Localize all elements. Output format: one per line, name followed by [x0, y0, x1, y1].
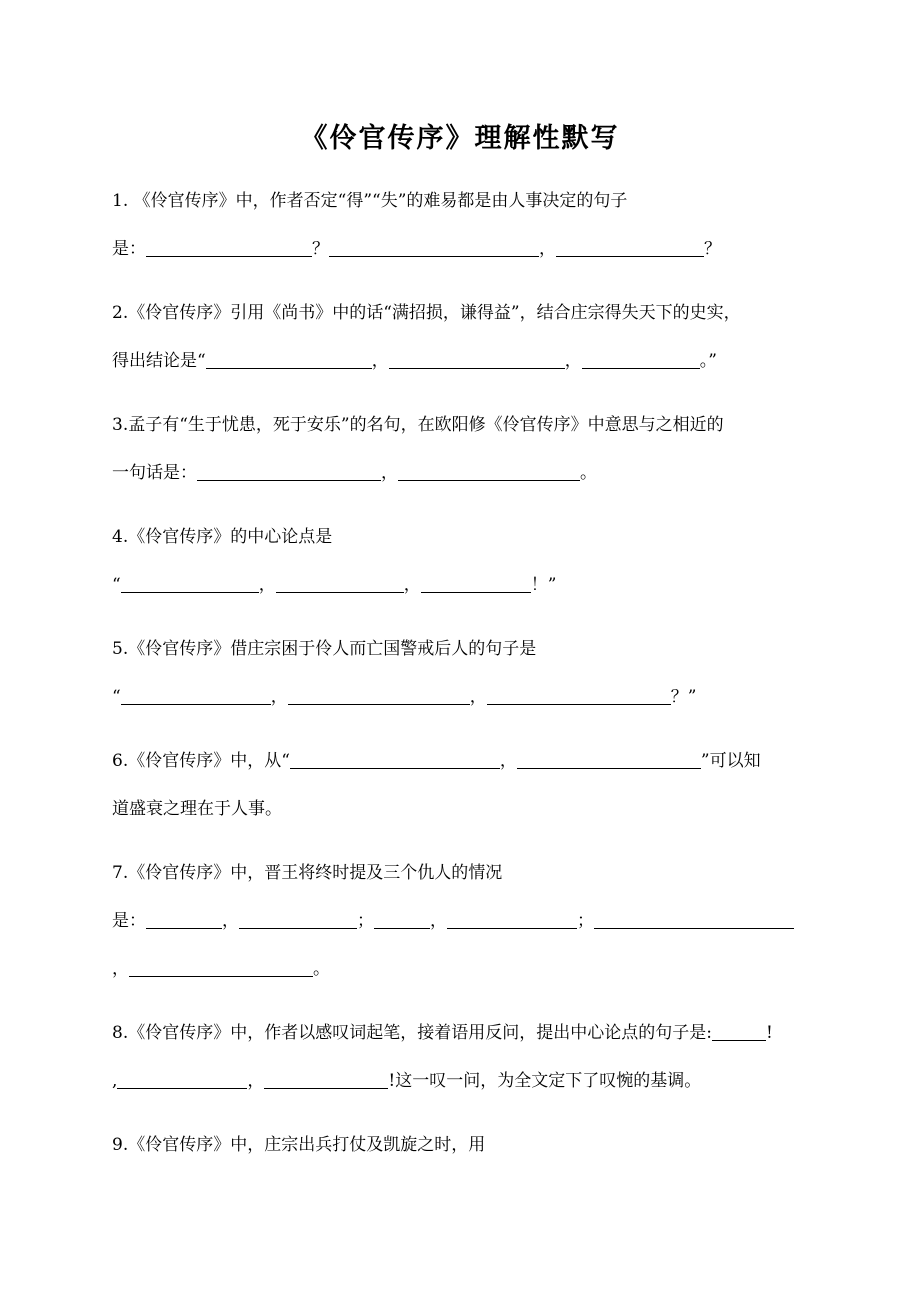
- page-title: 《伶官传序》理解性默写: [300, 123, 620, 154]
- answer-label: 一句话是：: [112, 463, 197, 483]
- answer-blank[interactable]: [329, 238, 539, 257]
- punctuation: ,: [112, 1071, 118, 1091]
- punctuation: ，: [270, 687, 288, 707]
- punctuation: ，: [430, 911, 447, 931]
- question-6-answer-line: [112, 748, 761, 774]
- answer-blank[interactable]: [276, 574, 404, 593]
- answer-blank[interactable]: [398, 462, 580, 481]
- answer-blank[interactable]: [206, 350, 372, 369]
- answer-blank[interactable]: [487, 686, 671, 705]
- answer-label: 是：: [112, 911, 146, 931]
- punctuation: “: [112, 575, 121, 595]
- answer-label: 得出结论是“: [112, 351, 206, 371]
- answer-blank[interactable]: [290, 750, 500, 769]
- answer-blank[interactable]: [129, 958, 313, 977]
- question-5-text: 5.《伶官传序》借庄宗困于伶人而亡国警戒后人的句子是: [112, 639, 537, 659]
- punctuation: ？: [312, 239, 329, 259]
- punctuation: ，: [403, 575, 421, 595]
- question-8-text-end: !这一叹一问，为全文定下了叹惋的基调。: [388, 1071, 702, 1091]
- question-7-answer-line: [112, 908, 794, 934]
- answer-blank[interactable]: [121, 686, 271, 705]
- punctuation: ，: [112, 959, 129, 979]
- punctuation: ，: [469, 687, 487, 707]
- answer-blank[interactable]: [582, 350, 700, 369]
- punctuation: ，: [499, 751, 517, 771]
- answer-blank[interactable]: [556, 238, 704, 257]
- answer-blank[interactable]: [712, 1022, 766, 1041]
- punctuation: ，: [222, 911, 239, 931]
- punctuation: 。: [580, 463, 597, 483]
- punctuation: ？”: [670, 687, 697, 707]
- question-9-text: 9.《伶官传序》中，庄宗出兵打仗及凯旋之时，用: [112, 1135, 486, 1155]
- question-6-text: 6.《伶官传序》中，从“: [112, 751, 290, 771]
- answer-blank[interactable]: [121, 574, 259, 593]
- answer-blank[interactable]: [117, 1070, 247, 1089]
- answer-blank[interactable]: [146, 910, 222, 929]
- punctuation: ；: [577, 911, 594, 931]
- question-8-text: 8.《伶官传序》中，作者以感叹词起笔，接着语用反问，提出中心论点的句子是:: [112, 1023, 712, 1043]
- punctuation: 。: [313, 959, 330, 979]
- punctuation: ，: [258, 575, 276, 595]
- question-8-answer-line: [112, 1020, 773, 1046]
- question-2-answer-line: [112, 348, 717, 374]
- answer-blank[interactable]: [517, 750, 701, 769]
- answer-blank[interactable]: [421, 574, 531, 593]
- question-4-text: 4.《伶官传序》的中心论点是: [112, 527, 333, 547]
- question-4-answer-line: [112, 572, 556, 598]
- punctuation: ，: [539, 239, 556, 259]
- question-7-text: 7.《伶官传序》中，晋王将终时提及三个仇人的情况: [112, 863, 503, 883]
- punctuation: ，: [247, 1071, 265, 1091]
- punctuation: “: [112, 687, 121, 707]
- question-5-answer-line: [112, 684, 696, 710]
- answer-blank[interactable]: [146, 238, 312, 257]
- question-7-answer-line-2: [112, 956, 330, 982]
- question-1-text: 1. 《伶官传序》中，作者否定“得”“失”的难易都是由人事决定的句子: [112, 191, 628, 211]
- punctuation: !: [765, 1023, 773, 1043]
- question-1-answer-line: [112, 236, 721, 262]
- question-3-text: 3.孟子有“生于忧患，死于安乐”的名句，在欧阳修《伶官传序》中意思与之相近的: [112, 415, 724, 435]
- answer-blank[interactable]: [389, 350, 565, 369]
- question-6-text-end: ”可以知: [700, 751, 761, 771]
- answer-blank[interactable]: [447, 910, 577, 929]
- punctuation: ，: [381, 463, 398, 483]
- answer-blank[interactable]: [374, 910, 430, 929]
- answer-blank[interactable]: [594, 910, 794, 929]
- punctuation: ！”: [530, 575, 557, 595]
- punctuation: ；: [357, 911, 374, 931]
- answer-blank[interactable]: [197, 462, 381, 481]
- answer-blank[interactable]: [288, 686, 470, 705]
- question-6-text-continued: 道盛衰之理在于人事。: [112, 799, 282, 819]
- answer-blank[interactable]: [264, 1070, 388, 1089]
- punctuation: ？: [704, 239, 721, 259]
- question-2-text: 2.《伶官传序》引用《尚书》中的话“满招损，谦得益”，结合庄宗得失天下的史实，: [112, 303, 741, 323]
- punctuation: ，: [564, 351, 582, 371]
- answer-blank[interactable]: [239, 910, 357, 929]
- question-3-answer-line: [112, 460, 597, 486]
- question-8-answer-line-2: [112, 1068, 701, 1094]
- punctuation: 。”: [699, 351, 717, 371]
- punctuation: ，: [371, 351, 389, 371]
- answer-label: 是：: [112, 239, 146, 259]
